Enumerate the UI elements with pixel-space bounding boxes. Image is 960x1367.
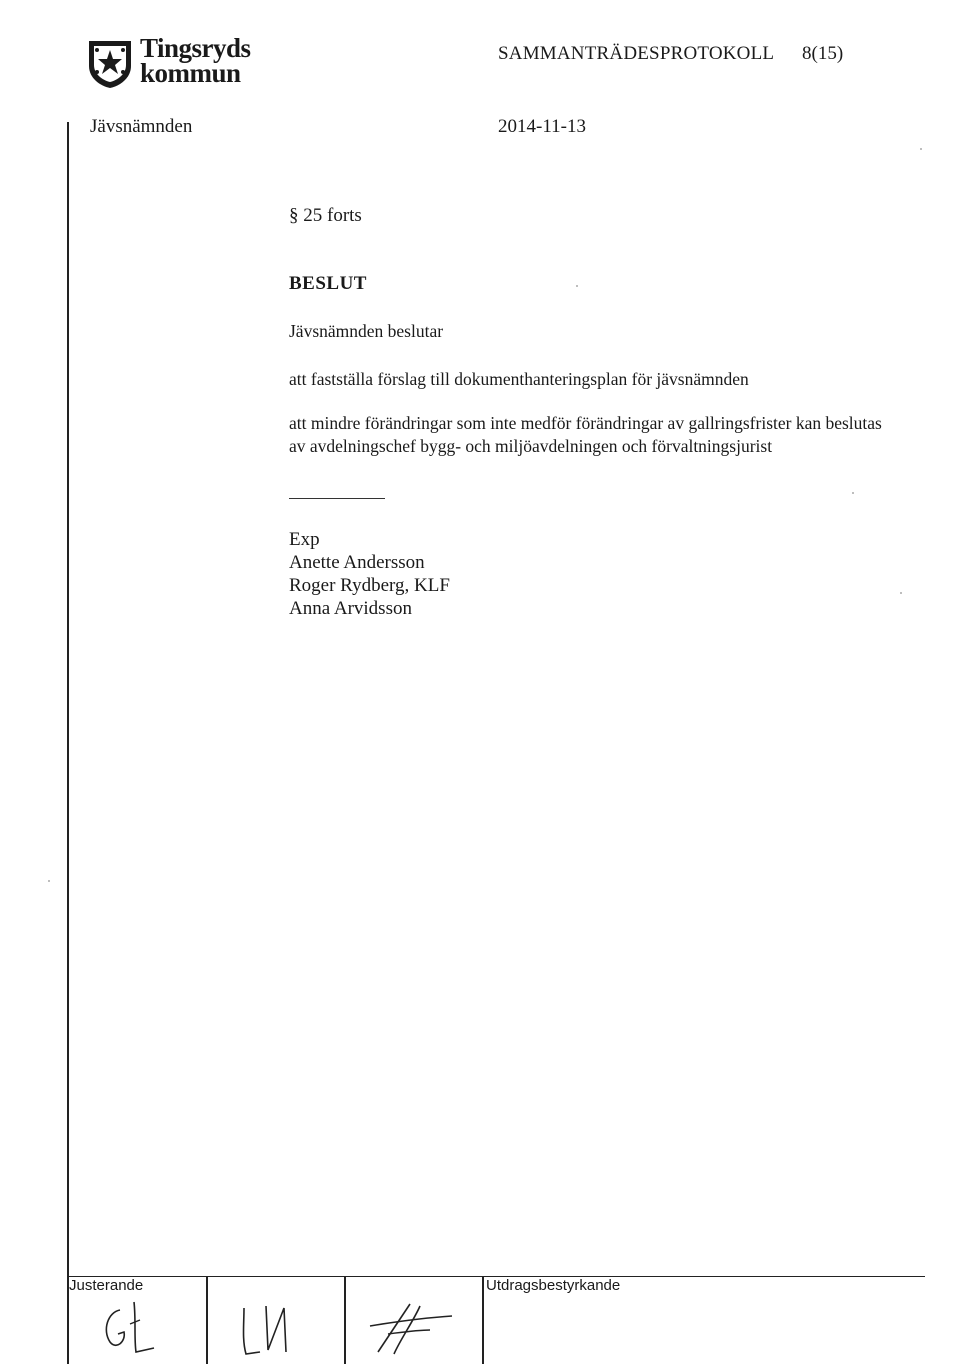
scan-speck (900, 592, 902, 594)
left-margin-line (67, 122, 69, 1364)
municipality-logo (86, 34, 276, 94)
logo-line-1: Tingsryds (140, 33, 251, 63)
utdragsbestyrkande-label: Utdragsbestyrkande (486, 1277, 621, 1294)
logo-line-2: kommun (140, 58, 241, 88)
logo-wordmark (140, 33, 251, 88)
scan-speck (576, 285, 578, 287)
section-reference: § 25 forts (289, 205, 362, 226)
page-number: 8(15) (802, 43, 844, 64)
distribution-item: Anette Andersson (289, 552, 425, 573)
scan-speck (852, 492, 854, 494)
meeting-date: 2014-11-13 (498, 116, 586, 137)
distribution-item: Roger Rydberg, KLF (289, 575, 450, 596)
decision-clause-1: att fastställa förslag till dokumenthanteringsplan för jävsnämnden (289, 369, 749, 389)
distribution-item: Anna Arvidsson (289, 598, 412, 619)
signature-h (360, 1290, 470, 1360)
distribution-item: Exp (289, 529, 320, 550)
scan-speck (920, 148, 922, 150)
signature-gl (90, 1290, 190, 1360)
justerande-label: Justerande (69, 1277, 144, 1294)
distribution-list (289, 528, 450, 620)
scan-speck (48, 880, 50, 882)
decision-heading: BESLUT (289, 273, 367, 294)
document-type: SAMMANTRÄDESPROTOKOLL (498, 43, 775, 64)
decision-clause-2: att mindre förändringar som inte medför förändringar av gallringsfrister kan beslutas av avdelningschef bygg- och miljöavdelningen och förvaltningsjurist (289, 413, 882, 456)
coat-of-arms-icon (86, 38, 134, 90)
decision-intro: Jävsnämnden beslutar (289, 321, 444, 341)
footer-divider (206, 1276, 208, 1364)
signature-ln (230, 1290, 330, 1360)
footer-divider (344, 1276, 346, 1364)
committee-name: Jävsnämnden (90, 116, 193, 137)
separator-rule (289, 498, 385, 499)
footer-divider (482, 1276, 484, 1364)
